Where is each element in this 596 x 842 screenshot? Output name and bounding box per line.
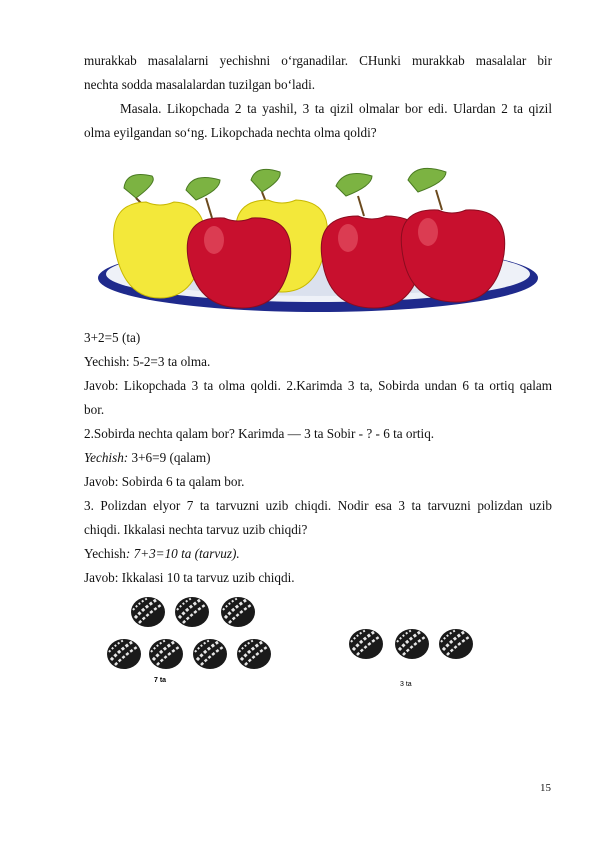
watermelon (175, 597, 209, 627)
watermelon (439, 629, 473, 659)
problem-line: chiqdi. Ikkalasi nechta tarvuz uzib chiqdi? (84, 522, 308, 537)
watermelon (193, 639, 227, 669)
solution-line: Yechish: 5-2=3 ta olma. (84, 354, 211, 369)
red-apple (401, 168, 504, 302)
apples-on-plate-illustration (96, 158, 540, 320)
problem-line: 2.Sobirda nechta qalam bor? Karimda — 3 ta Sobir - ? - 6 ta ortiq. (84, 426, 435, 441)
solution-line (84, 450, 552, 466)
problem-line: Masala. Likopchada 2 ta yashil, 3 ta qizil olmalar bor edi. Ulardan 2 ta qizil (120, 101, 552, 116)
paragraph-line: nechta sodda masalalardan tuzilgan bo‘ladi. (84, 77, 316, 92)
answer-line: Javob: Ikkalasi 10 ta tarvuz uzib chiqdi. (84, 570, 295, 585)
caption-left: 7 ta (154, 677, 167, 684)
answer-line: Javob: Sobirda 6 ta qalam bor. (84, 474, 245, 489)
caption-right: 3 ta (400, 681, 412, 688)
watermelons-illustration (100, 590, 500, 690)
answer-line: bor. (84, 402, 105, 417)
red-apple (186, 178, 291, 308)
watermelon (131, 597, 165, 627)
watermelon-group-right (349, 629, 473, 659)
solution-line (84, 546, 552, 562)
watermelon (149, 639, 183, 669)
watermelon (349, 629, 383, 659)
watermelon (221, 597, 255, 627)
solution-label: Yechish: (84, 450, 129, 465)
watermelon (107, 639, 141, 669)
answer-line: Javob: Likopchada 3 ta olma qoldi. 2.Karimda 3 ta, Sobirda undan 6 ta ortiq qalam (84, 378, 552, 393)
equation-line: 3+2=5 (ta) (84, 330, 141, 345)
page-number: 15 (540, 782, 551, 794)
problem-line: 3. Polizdan elyor 7 ta tarvuzni uzib chiqdi. Nodir esa 3 ta tarvuzni polizdan uzib (84, 498, 552, 513)
watermelon-group-left (107, 597, 271, 669)
solution-label: Yechish (84, 546, 126, 561)
problem-line: olma eyilgandan so‘ng. Likopchada nechta olma qoldi? (84, 125, 377, 140)
solution-text: : 7+3=10 ta (tarvuz). (125, 546, 240, 561)
watermelon (395, 629, 429, 659)
watermelon (237, 639, 271, 669)
paragraph-line: murakkab masalalarni yechishni o‘rganadilar. CHunki murakkab masalalar bir (84, 53, 552, 68)
solution-text: 3+6=9 (qalam) (128, 450, 211, 465)
